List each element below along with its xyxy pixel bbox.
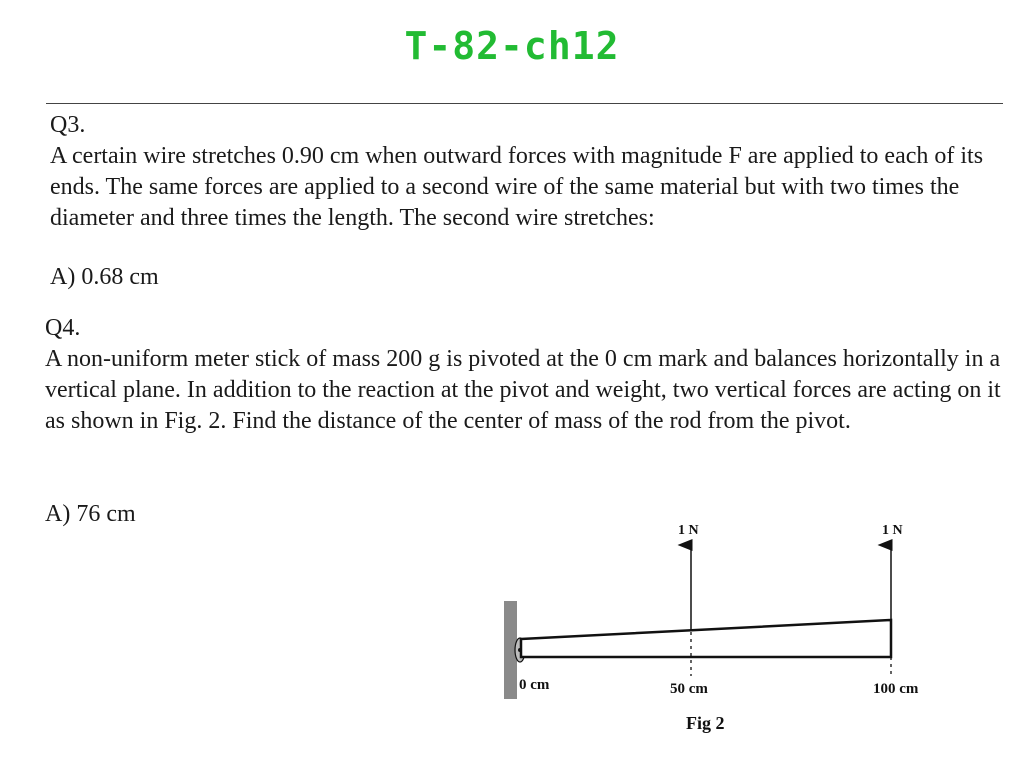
force-label-100cm: 1 N bbox=[882, 523, 903, 538]
force-label-50cm: 1 N bbox=[678, 523, 699, 538]
question-3-number: Q3. bbox=[50, 112, 86, 138]
question-4-text: A non-uniform meter stick of mass 200 g is pivoted at the 0 cm mark and balances horizontally in a vertical plane. In addition to the reaction at the pivot and weight, two vertical forces are acting on it as shown in Fig. 2. Find the distance of the center of mass of the rod from the pivot. bbox=[45, 346, 1001, 434]
slide-title: T-82-ch12 bbox=[404, 24, 620, 68]
question-4-number: Q4. bbox=[45, 315, 81, 341]
position-label-50cm: 50 cm bbox=[670, 681, 708, 697]
meter-stick bbox=[521, 620, 891, 657]
question-3-answer: A) 0.68 cm bbox=[50, 264, 159, 290]
question-4-answer: A) 76 cm bbox=[45, 501, 136, 527]
position-label-100cm: 100 cm bbox=[873, 681, 919, 697]
question-3-text: A certain wire stretches 0.90 cm when outward forces with magnitude F are applied to each of its ends. The same forces are applied to a second wire of the same material but with two times the diameter and three times the length. The second wire stretches: bbox=[50, 143, 984, 231]
position-label-0cm: 0 cm bbox=[519, 677, 550, 693]
figure-caption: Fig 2 bbox=[686, 713, 725, 733]
